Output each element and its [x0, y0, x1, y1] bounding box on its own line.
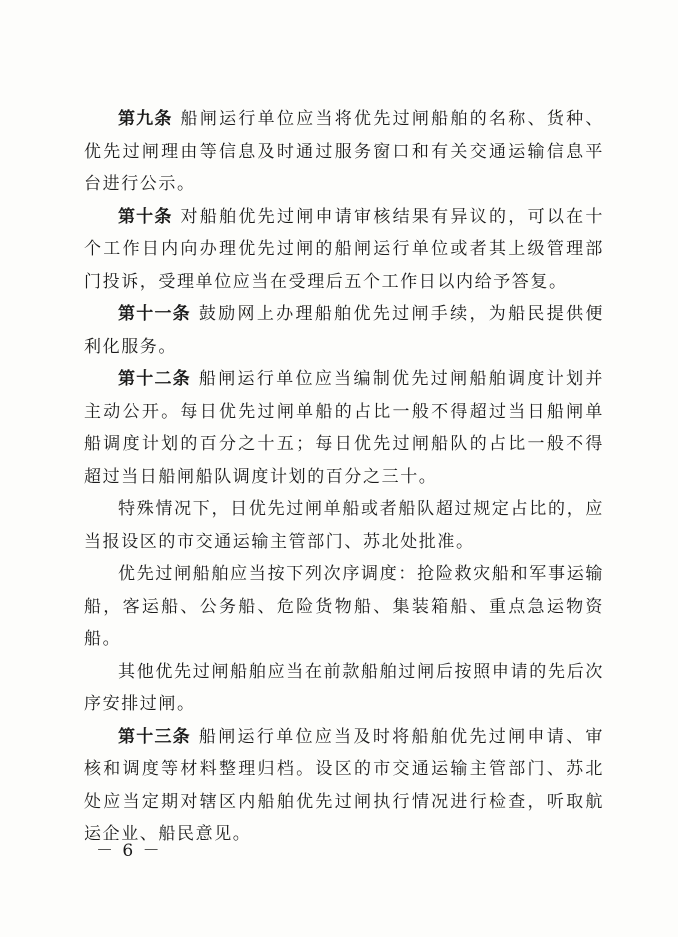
article-9 — [84, 103, 604, 201]
article-heading: 第十二条 — [118, 369, 191, 389]
article-heading: 第十条 — [118, 206, 173, 227]
paragraph-text: 特殊情况下，日优先过闸单船或者船队超过规定占比的，应当报设区的市交通运输主管部门、苏北处批准。 — [84, 499, 604, 552]
article-text: 船闸运行单位应当编制优先过闸船舶调度计划并主动公开。每日优先过闸单船的占比一般不得超过当日船闸单船调度计划的百分之十五；每日优先过闸船队的占比一般不得超过当日船闸船队调度计划的百分之三十。 — [84, 369, 604, 487]
article-text: 船闸运行单位应当将优先过闸船舶的名称、货种、优先过闸理由等信息及时通过服务窗口和有关交通运输信息平台进行公示。 — [84, 109, 605, 194]
paragraph-text: 其他优先过闸船舶应当在前款船舶过闸后按照申请的先后次序安排过闸。 — [84, 661, 604, 714]
article-text: 鼓励网上办理船舶优先过闸手续，为船民提供便利化服务。 — [84, 304, 604, 357]
article-text: 对船舶优先过闸申请审核结果有异议的，可以在十个工作日内向办理优先过闸的船闸运行单位或者其上级管理部门投诉，受理单位应当在受理后五个工作日以内给予答复。 — [84, 206, 605, 292]
article-12-paragraph-3 — [84, 558, 604, 656]
article-13 — [84, 721, 604, 851]
paragraph-text: 优先过闸船舶应当按下列次序调度：抢险救灾船和军事运输船，客运船、公务船、危险货物船、集装箱船、重点急运物资船。 — [84, 564, 604, 649]
article-11 — [84, 298, 604, 363]
article-heading: 第九条 — [118, 109, 173, 129]
page-number: － 6 － — [96, 841, 162, 861]
article-heading: 第十三条 — [118, 726, 191, 747]
document-body — [84, 103, 604, 851]
article-heading: 第十一条 — [118, 304, 191, 324]
article-12 — [84, 363, 604, 493]
article-12-paragraph-2 — [84, 493, 604, 558]
article-10 — [84, 201, 604, 299]
article-12-paragraph-4 — [84, 656, 604, 721]
article-text: 船闸运行单位应当及时将船舶优先过闸申请、审核和调度等材料整理归档。设区的市交通运输主管部门、苏北处应当定期对辖区内船舶优先过闸执行情况进行检查，听取航运企业、船民意见。 — [84, 726, 604, 844]
